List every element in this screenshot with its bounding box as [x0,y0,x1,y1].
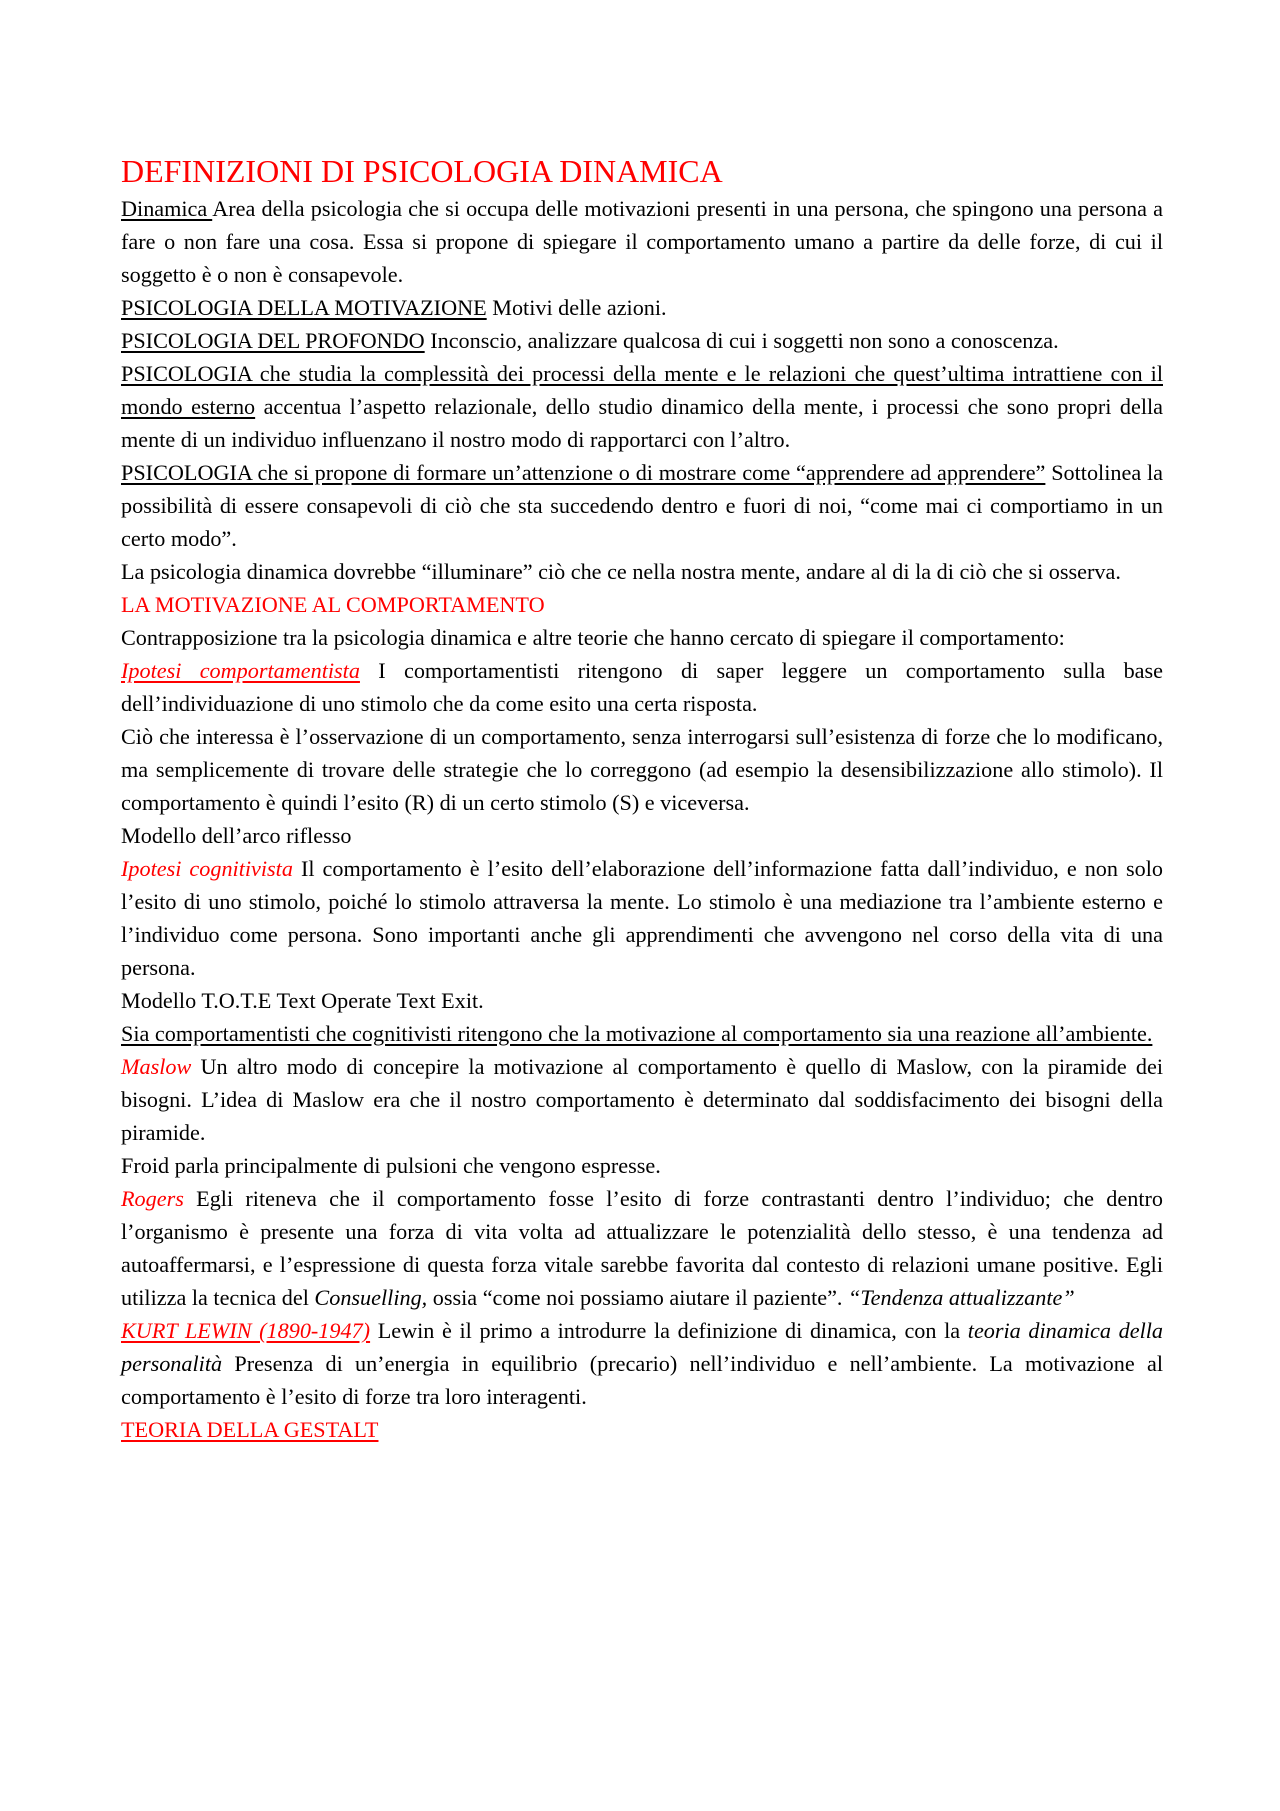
paragraph-cognitivista [121,852,1163,984]
italic-consuelling: Consuelling, [314,1285,428,1310]
italic-tendenza: “Tendenza attualizzante” [848,1285,1075,1310]
section-heading-motivazione: LA MOTIVAZIONE AL COMPORTAMENTO [121,592,545,617]
paragraph-reazione-ambiente: Sia comportamentisti che cognitivisti ritengono che la motivazione al comportamento sia una reazione all’ambiente. [121,1021,1153,1046]
term-dinamica: Dinamica [121,196,213,221]
paragraph-tote: Modello T.O.T.E Text Operate Text Exit. [121,988,484,1013]
document-title: DEFINIZIONI DI PSICOLOGIA DINAMICA [121,153,723,189]
term-rogers: Rogers [121,1186,184,1211]
paragraph-contrapposizione: Contrapposizione tra la psicologia dinamica e altre teorie che hanno cercato di spiegare il comportamento: [121,625,1065,650]
paragraph-arco-riflesso: Modello dell’arco riflesso [121,823,352,848]
term-psicologia-relazioni: PSICOLOGIA che studia la complessità dei processi della mente e le relazioni che quest’ultima intrattiene con il mondo esterno [121,361,1163,419]
text-lewin-2: Presenza di un’energia in equilibrio (precario) nell’individuo e nell’ambiente. La motivazione al comportamento è l’esito di forze tra loro interagenti. [121,1351,1163,1409]
paragraph-comportamentista [121,654,1163,720]
paragraph-rogers [121,1182,1163,1314]
section-heading-gestalt: TEORIA DELLA GESTALT [121,1417,379,1442]
term-comportamentista: Ipotesi comportamentista [121,658,360,683]
text-maslow: Un altro modo di concepire la motivazione al comportamento è quello di Maslow, con la piramide dei bisogni. L’idea di Maslow era che il nostro comportamento è determinato dal soddisfacimento dei bisogni della piramide. [121,1054,1163,1145]
term-psicologia-profondo: PSICOLOGIA DEL PROFONDO [121,328,425,353]
paragraph-osservazione: Ciò che interessa è l’osservazione di un comportamento, senza interrogarsi sull’esistenza di forze che lo modificano, ma semplicemente di trovare delle strategie che lo correggono (ad esempio la desensibilizzazione allo stimolo). Il comportamento è quindi l’esito (R) di un certo stimolo (S) e viceversa. [121,724,1163,815]
term-lewin: KURT LEWIN (1890-1947) [121,1318,371,1343]
paragraph-psicologia-relazioni [121,357,1163,456]
term-maslow: Maslow [121,1054,192,1079]
paragraph-froid: Froid parla principalmente di pulsioni che vengono espresse. [121,1153,661,1178]
text-psicologia-relazioni: accentua l’aspetto relazionale, dello studio dinamico della mente, i processi che sono propri della mente di un individuo influenzano il nostro modo di rapportarci con l’altro. [121,394,1163,452]
text-psicologia-apprendere: Sottolinea la possibilità di essere consapevoli di ciò che sta succedendo dentro e fuori di noi, “come mai ci comportiamo in un certo modo”. [121,460,1163,551]
text-cognitivista: Il comportamento è l’esito dell’elaborazione dell’informazione fatta dall’individuo, e non solo l’esito di uno stimolo, poiché lo stimolo attraversa la mente. Lo stimolo è una mediazione tra l’ambiente esterno e l’individuo come persona. Sono importanti anche gli apprendimenti che avvengono nel corso della vita di una persona. [121,856,1163,980]
paragraph-psicologia-profondo [121,324,1163,357]
text-psicologia-profondo: Inconscio, analizzare qualcosa di cui i soggetti non sono a conoscenza. [424,328,1059,353]
paragraph-maslow [121,1050,1163,1149]
text-lewin: Lewin è il primo a introdurre la definizione di dinamica, con la [370,1318,968,1343]
text-rogers: Egli riteneva che il comportamento fosse l’esito di forze contrastanti dentro l’individuo; che dentro l’organismo è presente una forza di vita volta ad attualizzare le potenzialità dello stesso, è una tendenza ad autoaffermarsi, e l’espressione di questa forza vitale sarebbe favorita dal contesto di relazioni umane positive. Egli utilizza la tecnica del [121,1186,1163,1310]
document-body [121,152,1163,1446]
term-psicologia-motivazione: PSICOLOGIA DELLA MOTIVAZIONE [121,295,487,320]
text-rogers-2: ossia “come noi possiamo aiutare il paziente”. [427,1285,849,1310]
italic-teoria-dinamica: teoria dinamica della personalità [121,1318,1163,1376]
paragraph-illuminare: La psicologia dinamica dovrebbe “illuminare” ciò che ce nella nostra mente, andare al di la di ciò che si osserva. [121,559,1121,584]
paragraph-lewin [121,1314,1163,1413]
paragraph-psicologia-apprendere [121,456,1163,555]
paragraph-psicologia-motivazione [121,291,1163,324]
text-dinamica: Area della psicologia che si occupa delle motivazioni presenti in una persona, che spingono una persona a fare o non fare una cosa. Essa si propone di spiegare il comportamento umano a partire da delle forze, di cui il soggetto è o non è consapevole. [121,196,1163,287]
text-psicologia-motivazione: Motivi delle azioni. [486,295,667,320]
text-comportamentista: I comportamentisti ritengono di saper leggere un comportamento sulla base dell’individuazione di uno stimolo che da come esito una certa risposta. [121,658,1163,716]
paragraph-dinamica [121,192,1163,291]
term-psicologia-apprendere: PSICOLOGIA che si propone di formare un’attenzione o di mostrare come “apprendere ad apprendere” [121,460,1046,485]
term-cognitivista: Ipotesi cognitivista [121,856,293,881]
